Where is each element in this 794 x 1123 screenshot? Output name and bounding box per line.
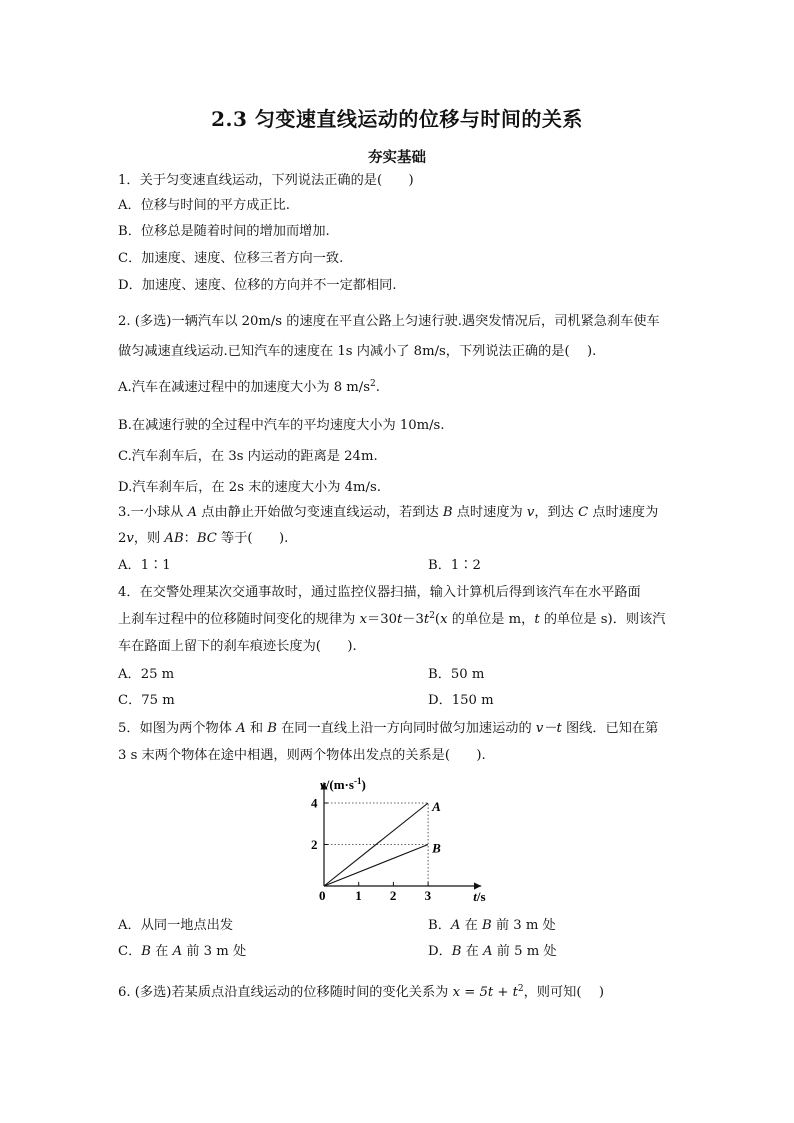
q5-option-b: B．A 在 B 前 3 m 处: [428, 918, 556, 933]
q4-option-c: C．75 m: [118, 693, 175, 708]
q3-stem-line1: 3.一小球从 A 点由静止开始做匀变速直线运动，若到达 B 点时速度为 v，到达 C 点时速度为: [118, 505, 659, 520]
series-line-B: [324, 845, 428, 887]
q3-stem-line2: 2v，则 AB：BC 等于( ).: [118, 531, 289, 546]
x-tick-label: 3: [424, 888, 432, 903]
q2-option-c: C.汽车刹车后，在 3s 内运动的距离是 24m.: [118, 449, 378, 464]
q4-stem-line2: 上刹车过程中的位移随时间变化的规律为 $x=30t-3t^2(x$ 的单位是 m，t 的单位是 s)．则该汽: [118, 611, 666, 627]
y-tick-label: 4: [311, 795, 318, 811]
q2-option-d: D.汽车刹车后，在 2s 末的速度大小为 4m/s.: [118, 480, 381, 495]
q4-stem-line3: 车在路面上留下的刹车痕迹长度为( ).: [118, 639, 357, 654]
series-label-A: A: [432, 799, 441, 814]
q3-option-b: B．1∶2: [428, 558, 481, 573]
q1-option-a: A．位移与时间的平方成正比.: [118, 198, 290, 213]
q3-option-a: A．1∶1: [118, 558, 171, 573]
q2-stem-line1: 2. (多选)一辆汽车以 20m/s 的速度在平直公路上匀速行驶.遇突发情况后，司机紧急刹车使车: [118, 314, 660, 329]
q6-stem: 6. (多选)若某质点沿直线运动的位移随时间的变化关系为 $x = 5t + t^2$，则可知( ): [118, 984, 605, 1000]
q2-option-b: B.在减速行驶的全过程中汽车的平均速度大小为 10m/s.: [118, 418, 445, 433]
q5-option-d: D．B 在 A 前 5 m 处: [428, 944, 557, 959]
series-label-B: B: [432, 840, 441, 856]
q4-stem-line1: 4．在交警处理某次交通事故时，通过监控仪器扫描，输入计算机后得到该汽车在水平路面: [118, 585, 641, 600]
section-heading: 夯实基础: [368, 149, 426, 166]
q5-stem-line2: 3 s 末两个物体在途中相遇，则两个物体出发点的关系是( ).: [118, 748, 486, 763]
q4-option-a: A．25 m: [118, 667, 175, 682]
q5-stem-line1: 5．如图为两个物体 A 和 B 在同一直线上沿一方向同时做匀加速运动的 v－t 图线．已知在第: [118, 721, 659, 736]
q1-stem: 1．关于匀变速直线运动，下列说法正确的是( ): [118, 173, 414, 188]
y-axis-label: $v/(m\cdot s^{-1})$: [320, 776, 366, 792]
x-tick-label: 1: [355, 888, 362, 903]
vt-graph: [290, 770, 500, 910]
q2-stem-line2: 做匀减速直线运动.已知汽车的速度在 1s 内减小了 8m/s，下列说法正确的是( ).: [118, 344, 597, 359]
x-axis-label: t/s: [473, 889, 486, 904]
q5-option-a: A．从同一地点出发: [118, 918, 234, 933]
page-title: 2.3 匀变速直线运动的位移与时间的关系: [211, 107, 583, 131]
q4-option-b: B．50 m: [428, 667, 485, 682]
q4-option-d: D．150 m: [428, 693, 494, 708]
q5-option-c: C．B 在 A 前 3 m 处: [118, 944, 247, 959]
q2-option-a: A.汽车在减速过程中的加速度大小为 8 $m/s^2$.: [118, 379, 380, 395]
y-tick-label: 2: [311, 837, 318, 852]
q1-option-b: B．位移总是随着时间的增加而增加.: [118, 224, 330, 239]
q1-option-d: D．加速度、速度、位移的方向并不一定都相同.: [118, 278, 397, 293]
q1-option-c: C．加速度、速度、位移三者方向一致.: [118, 251, 344, 266]
origin-label: 0: [319, 888, 326, 903]
x-tick-label: 2: [389, 888, 397, 903]
